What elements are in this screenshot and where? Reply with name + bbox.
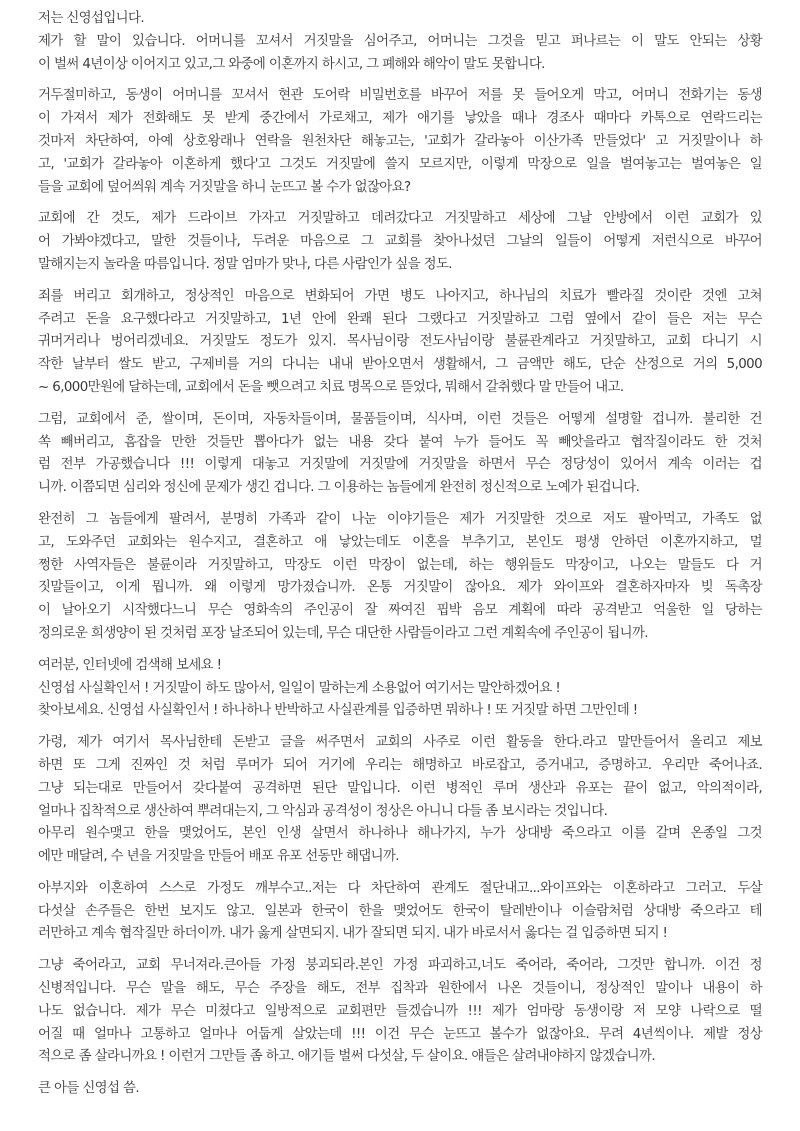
text-line: 쏙 빼버리고, 흠잡을 만한 것들만 뽑아다가 없는 내용 갖다 붙여 누가 들어도 꼭 빼앗을라고 협작질이라도 한 것처: [38, 434, 762, 450]
text-line: 고, '교회가 갈라놓아 이혼하게 했다'고 그것도 거짓말에 쓸지 모르지만, 이렇게 막장으로 일을 벌여놓고는 벌여놓은 일: [38, 156, 762, 172]
text-line: 어 가봐야겠다고, 말한 것들이나, 두려운 마음으로 그 교회를 찾아나섰던 그날의 일들이 어떻게 저런식으로 바꾸어: [38, 234, 762, 250]
text-line: 얼마나 집착적으로 생산하여 뿌려대는지, 그 악심과 공격성이 정상은 아니니 다들 좀 보시라는 것입니다.: [38, 803, 608, 819]
text-line: 러만하고 계속 협작질만 하더이까. 내가 옳게 살면되지. 내가 잘되면 되지. 내가 바로서서 옳다는 걸 입증하면 되지 !: [38, 926, 668, 942]
text-line: 그냥 되는대로 만들어서 갖다붙여 공격하면 된단 말입니다. 이런 병적인 루머 생산과 유포는 끝이 없고, 악의적이라,: [38, 780, 762, 796]
text-line: 어질 때 얼마나 고통하고 얼마나 어둡게 살았는데 !!! 이건 무슨 눈뜨고 볼수가 없잖아요. 무려 4년씩이나. 제발 정상: [38, 1026, 762, 1042]
paragraph-4: [38, 286, 762, 400]
text-line: ~ 6,000만원에 달하는데, 교회에서 돈을 뺏으려고 치료 명목으로 뜯었다, 뭐해서 갈취했다 말 만들어 내고.: [38, 379, 624, 395]
text-line: 에만 매달려, 수 년을 거짓말을 만들어 배포 유포 선동만 해댑니까.: [38, 849, 399, 865]
text-line: 쩡한 사역자들은 불륜이라 거짓말하고, 막장도 이런 막장이 없는데, 하는 행위들도 막장이고, 나오는 말들도 다 거: [38, 557, 762, 573]
text-line: 이 벌써 4년이상 이어지고 있고,그 와중에 이혼까지 하시고, 그 폐해와 해악이 말도 못합니다.: [38, 56, 545, 72]
paragraph-intro: [38, 8, 762, 76]
text-line: 짓말들이고, 이게 뭡니까. 왜 이렇게 망가졌습니까. 온통 거짓말이 잖아요. 제가 와이프와 결혼하자마자 빚 독촉장: [38, 580, 762, 596]
letter-document: [38, 8, 762, 1110]
text-line: 것마저 차단하여, 아예 상호왕래나 연락을 원천차단 해놓고는, '교회가 갈라놓아 이산가족 만들었다' 고 거짓말이나 하: [38, 133, 762, 149]
text-line: 다섯살 손주들은 한번 보지도 않고. 일본과 한국이 한을 맺었어도 한국이 탈레반이나 이슬람처럼 상대방 죽으라고 테: [38, 903, 762, 919]
text-line: 말해지는지 놀라울 따름입니다. 정말 엄마가 맞나, 다른 사람인가 싶을 정도.: [38, 256, 452, 272]
paragraph-search-appeal: [38, 655, 762, 723]
paragraph-8: [38, 732, 762, 869]
text-line: 찾아보세요. 신영섭 사실확인서 ! 하나하나 반박하고 사실관계를 입증하면 뭐하나 ! 또 거짓말 하면 그만인데 !: [38, 703, 638, 719]
signature: [38, 1078, 762, 1101]
text-line: 죄를 버리고 회개하고, 정상적인 마음으로 변화되어 가면 병도 나아지고, 하나님의 치료가 빨라질 것이란 것엔 고쳐: [38, 288, 762, 304]
text-line: 작한 날부터 쌀도 받고, 구제비를 거의 다니는 내내 받아오면서 생활해서, 그 금액만 해도, 단순 산정으로 거의 5,000: [38, 357, 762, 373]
text-line: 아부지와 이혼하여 스스로 가정도 깨부수고..저는 다 차단하여 관계도 절단내고...와이프와는 이혼하라고 그러고. 두살: [38, 880, 762, 896]
text-line: 가령, 제가 여기서 목사님한테 돈받고 글을 써주면서 교회의 사주로 이런 활동을 한다.라고 말만들어서 올리고 제보: [38, 735, 762, 751]
text-line: 아무리 원수맺고 한을 맺었어도, 본인 인생 살면서 하나하나 해나가지, 누가 상대방 죽으라고 이를 갈며 온종일 그것: [38, 826, 762, 842]
text-line: 신영섭 사실확인서 ! 거짓말이 하도 많아서, 일일이 말하는게 소용없어 여기서는 말안하겠어요 !: [38, 680, 561, 696]
text-line: 니까. 이쯤되면 심리와 정신에 문제가 생긴 겁니다. 그 이용하는 놈들에게 완전히 정신적으로 노예가 된겁니다.: [38, 480, 640, 496]
text-line: 거두절미하고, 동생이 어머니를 꼬셔서 현관 도어락 비밀번호를 바꾸어 저를 못 들어오게 막고, 어머니 전화기는 동생: [38, 88, 762, 104]
text-line: 이 가져서 제가 전화해도 못 받게 중간에서 가로채고, 제가 애기를 낳았을 때나 경조사 때마다 카톡으로 연락드리는: [38, 111, 762, 127]
text-line: 정의로운 희생양이 된 것처럼 포장 날조되어 있는데, 무슨 대단한 사람들이라고 그런 계획속에 주인공이 됩니까.: [38, 625, 648, 641]
text-line: 나도 없습니다. 제가 무슨 미쳤다고 일방적으로 교회편만 들겠습니까 !!! 제가 엄마랑 동생이랑 저 모양 나락으로 떨: [38, 1003, 762, 1019]
paragraph-9: [38, 878, 762, 946]
paragraph-10: [38, 955, 762, 1069]
text-line: 이 날아오기 시작했다느니 무슨 영화속의 주인공이 잘 짜여진 핍박 음모 계획에 따라 공격받고 억울한 일 당하는: [38, 603, 762, 619]
text-line: 완전히 그 놈들에게 팔려서, 분명히 가족과 같이 나눈 이야기들은 제가 거짓말한 것으로 저도 팔아먹고, 가족도 없: [38, 511, 762, 527]
text-line: 럼 전부 가공했습니다 !!! 이렇게 대놓고 거짓말에 거짓말에 거짓말을 하면서 무슨 정당성이 있어서 계속 이러는 겁: [38, 457, 762, 473]
paragraph-6: [38, 509, 762, 646]
text-line: 고, 도와주던 교회와는 원수지고, 결혼하고 애 낳았는데도 이혼을 부추기고, 본인도 평생 안하던 이혼까지하고, 멀: [38, 534, 762, 550]
text-line: 들을 교회에 덮어씌워 계속 거짓말을 하니 눈뜨고 볼 수가 없잖아요?: [38, 179, 411, 195]
text-line: 그럼, 교회에서 준, 쌀이며, 돈이며, 자동차들이며, 물품들이며, 식사며, 이런 것들은 어떻게 설명할 겁니까. 불리한 건: [38, 411, 762, 427]
text-line: 제가 할 말이 있습니다. 어머니를 꼬셔서 거짓말을 심어주고, 어머니는 그것을 믿고 퍼나르는 이 말도 안되는 상황: [38, 33, 762, 49]
paragraph-2: [38, 85, 762, 199]
text-line: 교회에 간 것도, 제가 드라이브 가자고 거짓말하고 데려갔다고 거짓말하고 세상에 그날 안방에서 이런 교회가 있: [38, 211, 762, 227]
text-line: 저는 신영섭입니다.: [38, 11, 144, 26]
text-line: 귀머거리나 벙어리겠네요. 거짓말도 정도가 있지. 목사님이랑 전도사님이랑 불륜관계라고 거짓말하고, 교회 다니기 시: [38, 334, 762, 350]
text-line: 그냥 죽어라고, 교회 무너져라.큰아들 가정 붕괴되라.본인 가정 파괴하고,너도 죽어라, 죽어라, 그것만 합니까. 이건 정: [38, 958, 762, 974]
text-line: 여러분, 인터넷에 검색해 보세요 !: [38, 657, 222, 673]
paragraph-3: [38, 208, 762, 276]
text-line: 하면 또 그게 진짜인 것 처럼 루머가 되어 거기에 우리는 해명하고 바로잡고, 증거내고, 증명하고. 우리만 죽어나죠.: [38, 757, 762, 773]
signature-text: 큰 아들 신영섭 씀.: [38, 1081, 139, 1097]
text-line: 신병적입니다. 무슨 말을 해도, 무슨 주장을 해도, 전부 집착과 원한에서 나온 것들이니, 정상적인 말이나 내용이 하: [38, 981, 762, 997]
paragraph-5: [38, 409, 762, 500]
text-line: 주려고 돈을 요구했다라고 거짓말하고, 1년 안에 완쾌 된다 그랬다고 거짓말하고 그럼 옆에서 같이 들은 저는 무슨: [38, 311, 762, 327]
text-line: 적으로 좀 살라니까요 ! 이런거 그만들 좀 하고. 애기들 벌써 다섯살, 두 살이요. 얘들은 살려내야하지 않겠습니까.: [38, 1049, 655, 1065]
